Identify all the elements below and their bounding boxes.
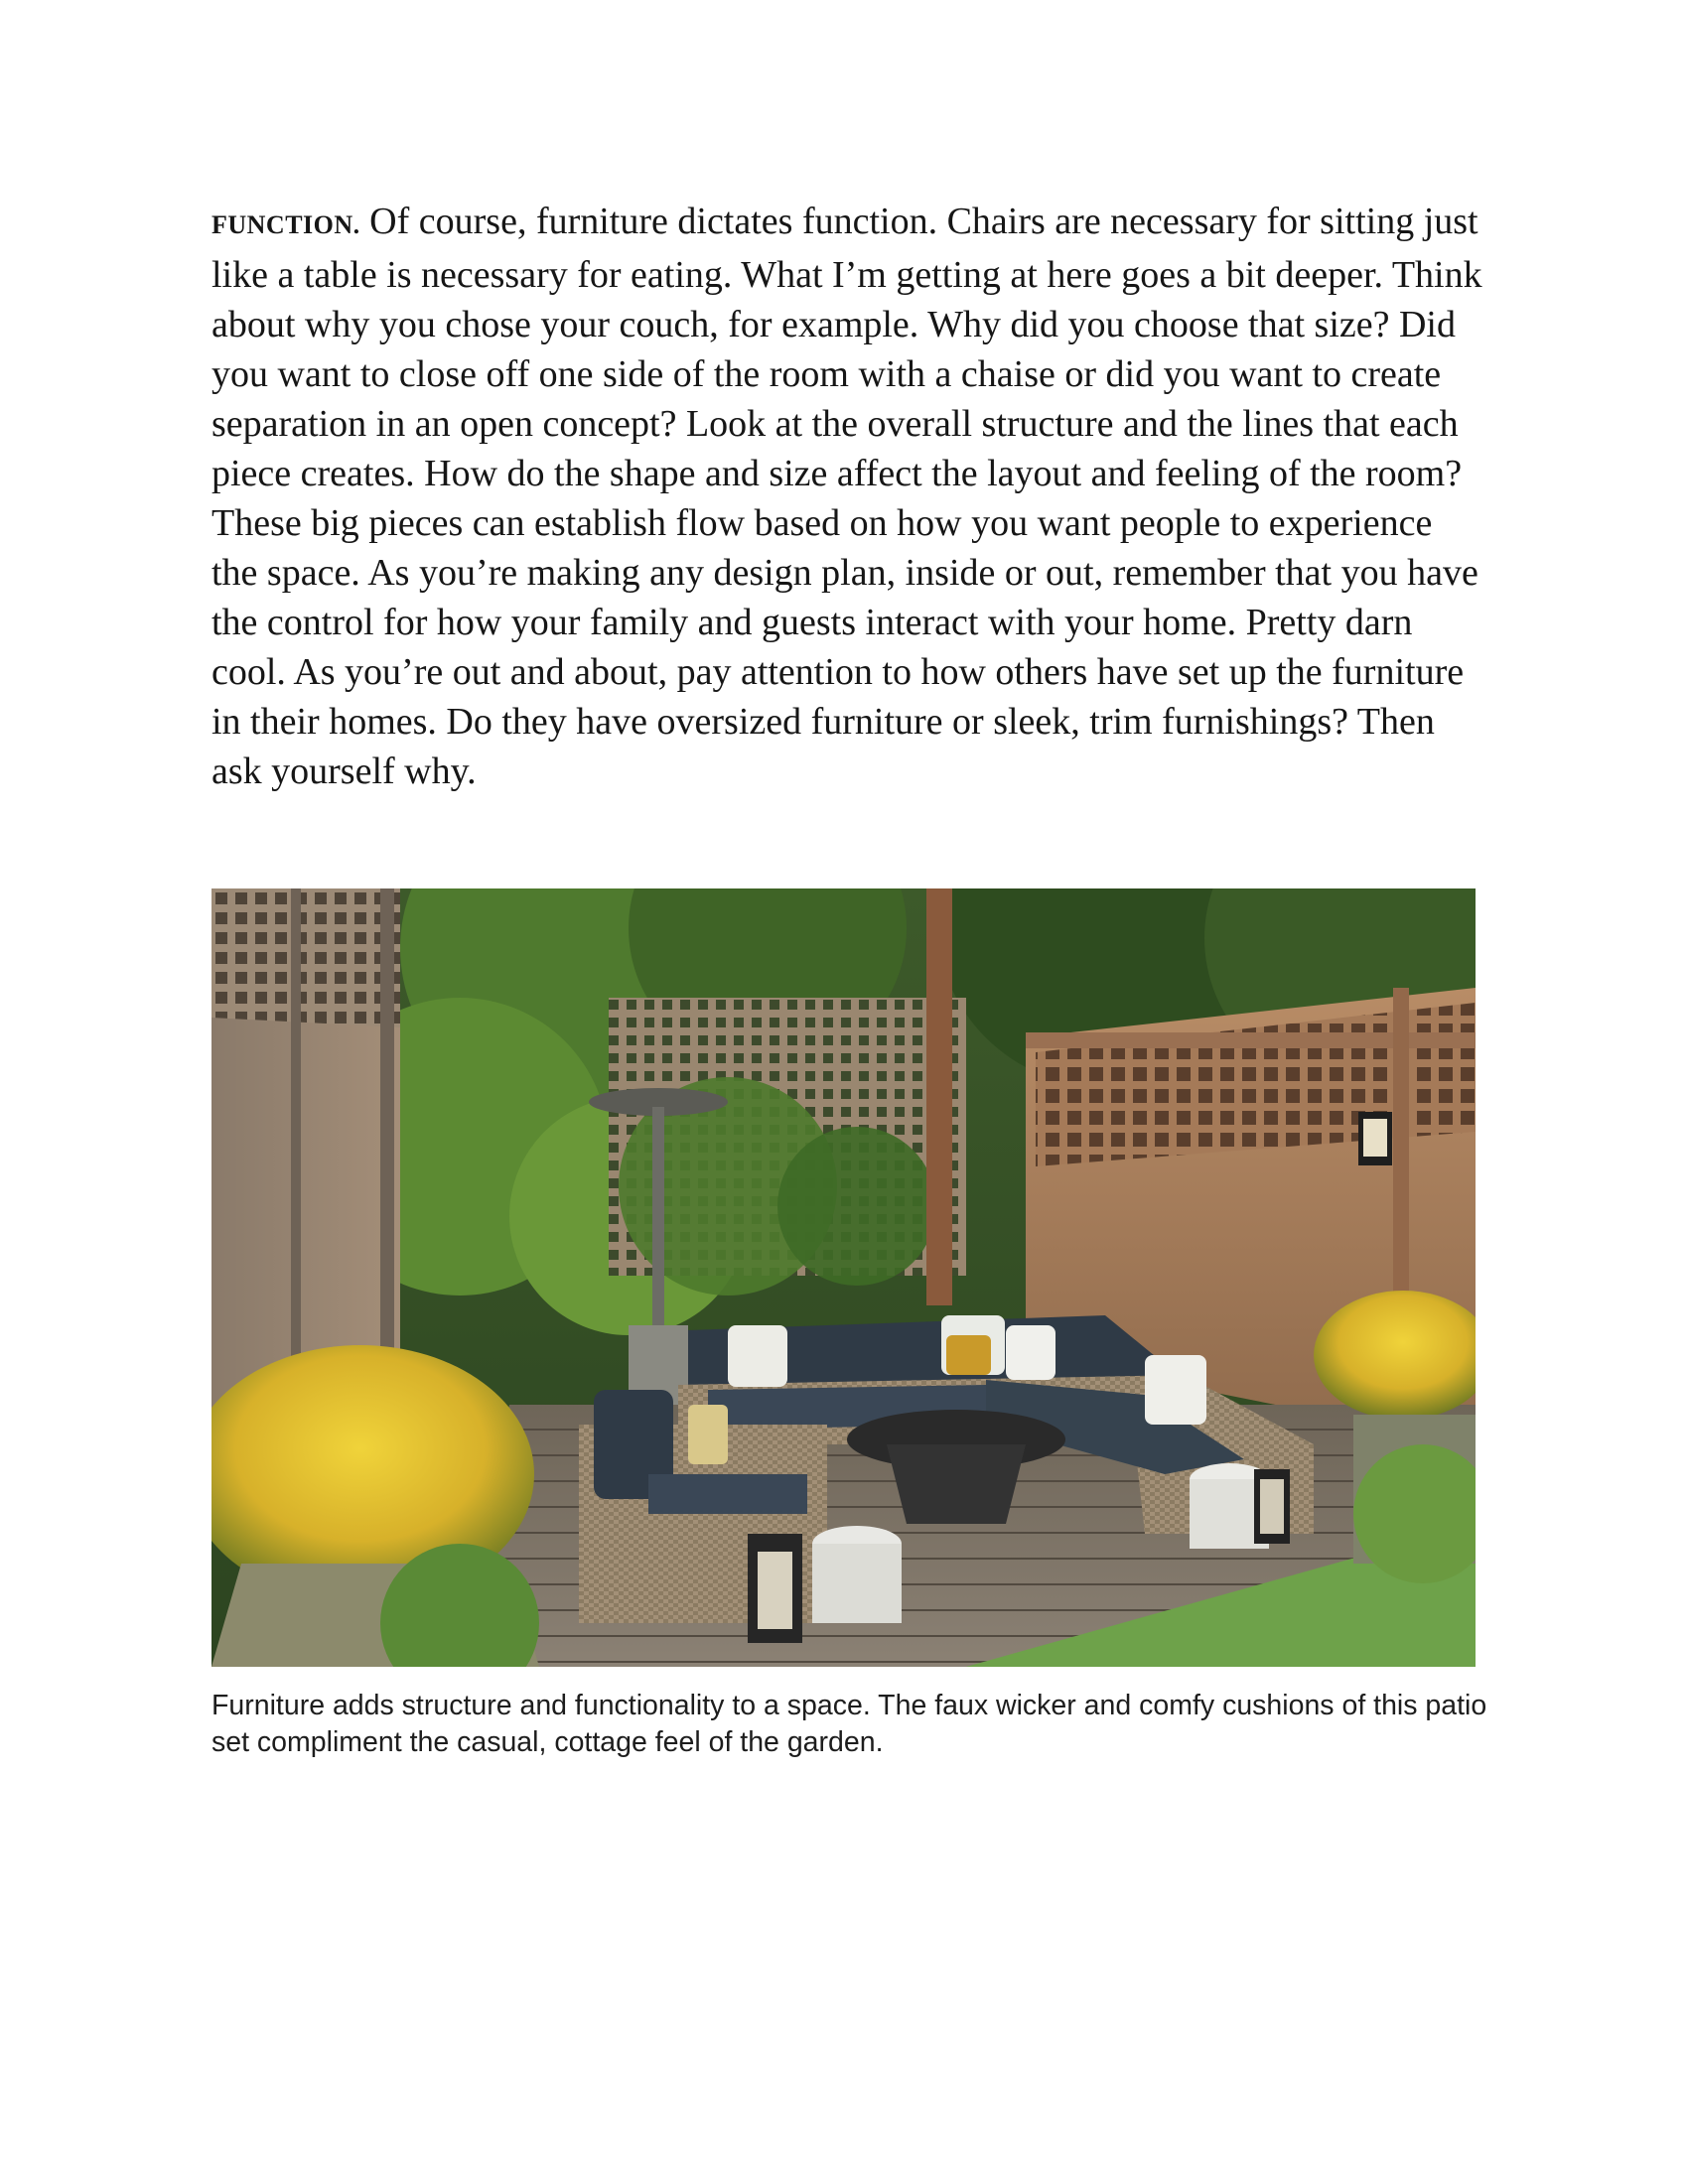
patio-photo <box>211 888 1476 1667</box>
paragraph-lead: FUNCTION. <box>211 210 360 239</box>
body-paragraph <box>211 197 1482 796</box>
paragraph-text: Of course, furniture dictates function. Chairs are necessary for sitting just like a table is necessary for eating. What I’m getting at here goes a bit deeper. Think about why you chose your couch, for example. Why did you choose that size? Did you want to close off one side of the room with a chaise or did you want to create separation in an open concept? Look at the overall structure and the lines that each piece creates. How do the shape and size affect the layout and feeling of the room? These big pieces can establish flow based on how you want people to experience the space. As you’re making any design plan, inside or out, remember that you have the control for how your family and guests interact with your home. Pretty darn cool. As you’re out and about, pay attention to how others have set up the furniture in their homes. Do they have oversized furniture or sleek, trim furnishings? Then ask yourself why. <box>211 201 1482 792</box>
photo-caption: Furniture adds structure and functionality to a space. The faux wicker and comfy cushions of this patio set compliment the casual, cottage feel of the garden. <box>211 1690 1487 1758</box>
